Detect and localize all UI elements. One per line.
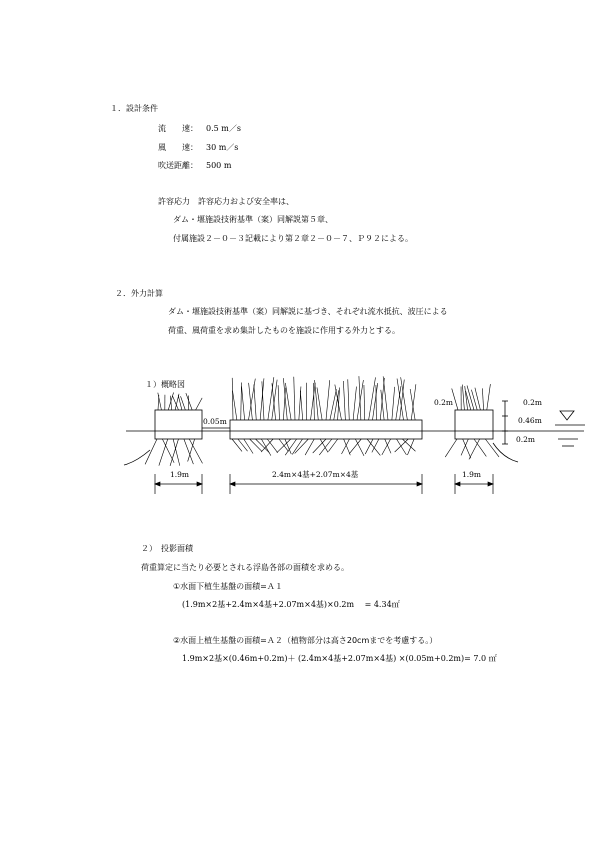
right-bank	[493, 443, 518, 462]
dim-left-label: 1.9m	[170, 470, 190, 479]
a1-formula: (1.9m×2基+2.4m×4基+2.07m×4基)×0.2m = 4.34㎡	[182, 600, 400, 609]
sub1-heading: １）概略図	[145, 380, 185, 389]
right-float-block	[455, 410, 493, 439]
wind-speed-value: 30 m／s	[206, 143, 239, 152]
flow-speed-value: 0.5 m／s	[206, 124, 241, 133]
section2-line-1: ダム・堰施設技術基準（案）同解説に基づき、それぞれ流水抵抗、波圧による	[168, 307, 448, 316]
section2-heading: ２．外力計算	[115, 289, 163, 298]
center-float-block	[230, 420, 422, 439]
dim-center-label: 2.4m×4基+2.07m×4基	[272, 470, 359, 479]
allowable-line-1: 許容応力 許容応力および安全率は、	[158, 197, 294, 206]
allowable-line-2: ダム・堰施設技術基準（案）同解説第５章、	[173, 215, 333, 224]
sub2-heading: ２） 投影面積	[141, 544, 193, 553]
plant-hatching	[145, 376, 499, 466]
water-level-marker	[560, 411, 574, 420]
sub2-intro: 荷重算定に当たり必要とされる浮島各部の面積を求める。	[141, 563, 349, 572]
wind-speed-label: 風 速：	[158, 143, 198, 152]
flow-speed-label: 流 速：	[158, 124, 198, 133]
gap-label: 0.05m	[203, 417, 227, 426]
right-mid-label: 0.46m	[518, 416, 542, 425]
a1-title: ①水面下植生基盤の面積=Ａ１	[173, 582, 283, 591]
left-float-block	[155, 410, 202, 439]
a2-title: ②水面上植生基盤の面積=Ａ２（植物部分は高さ20cmまでを考慮する。）	[173, 636, 438, 645]
allowable-line-3: 付属施設２－０－３記載により第２章２－０－７、Ｐ９２による。	[173, 234, 413, 243]
section1-heading: １．設計条件	[110, 104, 158, 113]
dim-right-label: 1.9m	[462, 470, 482, 479]
section2-line-2: 荷重、風荷重を求め集計したものを施設に作用する外力とする。	[168, 326, 400, 335]
right-top-label: 0.2m	[523, 398, 543, 407]
right-bottom-label: 0.2m	[516, 435, 536, 444]
fetch-label: 吹送距離：	[158, 161, 198, 170]
fetch-value: 500 m	[206, 161, 232, 170]
a2-formula: 1.9m×2基×(0.46m+0.2m)＋ (2.4m×4基+2.07m×4基) ×(0.05m+0.2m)= 7.0 ㎡	[182, 654, 497, 663]
top-right-label: 0.2m	[434, 398, 454, 407]
